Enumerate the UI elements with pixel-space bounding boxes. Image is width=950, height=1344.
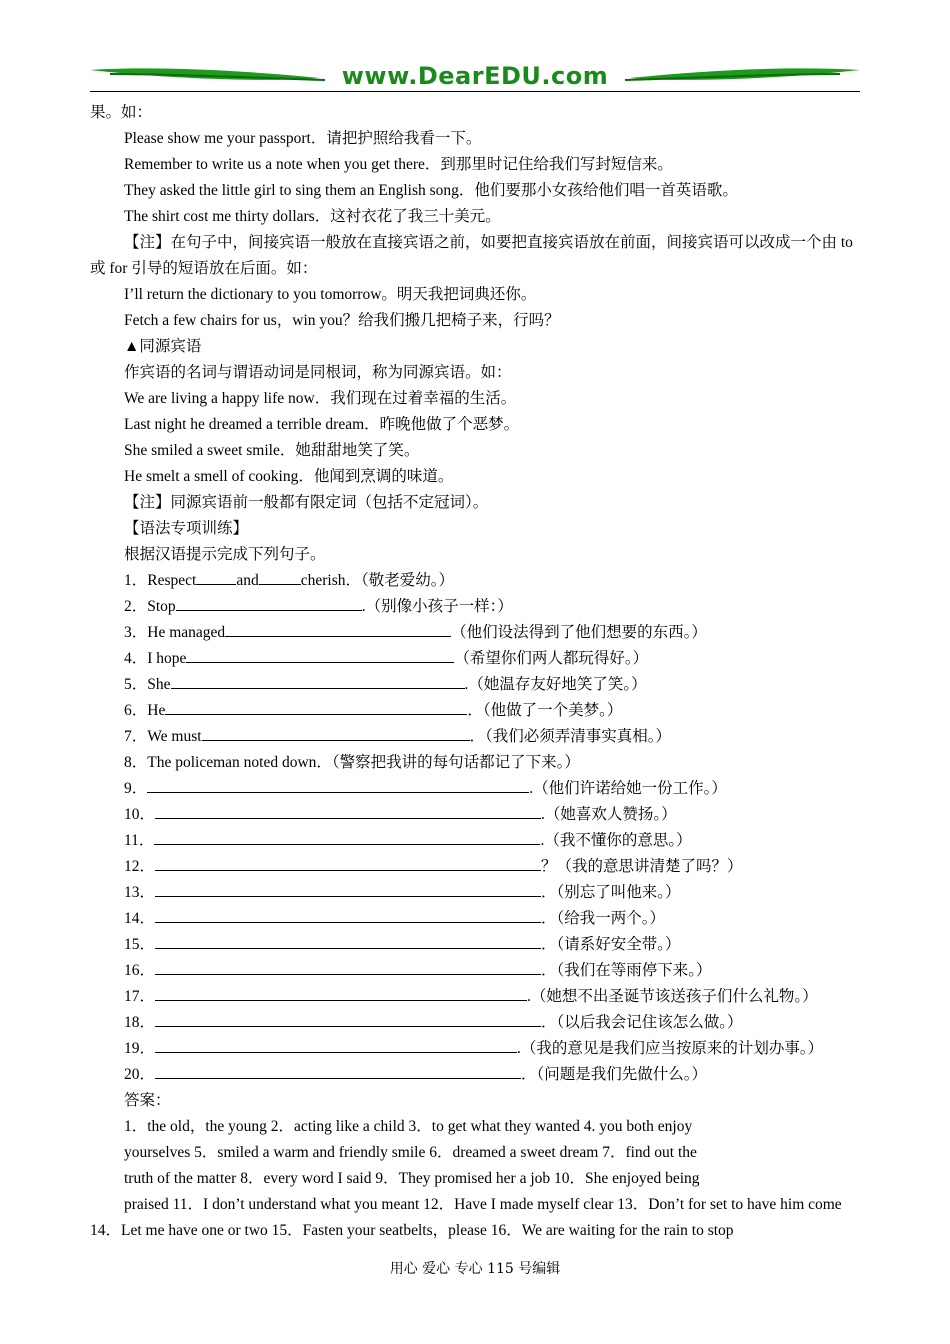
example-line: She smiled a sweet smile．她甜甜地笑了笑。 bbox=[124, 442, 420, 459]
exercise-instruction: 根据汉语提示完成下列句子。 bbox=[124, 546, 326, 563]
item-number: 20． bbox=[124, 1066, 156, 1083]
item-prefix: 6．He bbox=[124, 702, 166, 719]
answer-blank[interactable] bbox=[186, 646, 454, 663]
example-line: They asked the little girl to sing them an English song．他们要那小女孩给他们唱一首英语歌。 bbox=[124, 182, 738, 199]
page-footer: 用心 爱心 专心 115 号编辑 bbox=[389, 1261, 561, 1277]
exercise-item bbox=[90, 568, 865, 594]
exercise-item bbox=[90, 1010, 865, 1036]
answer-blank[interactable] bbox=[176, 594, 362, 611]
item-text: Respect bbox=[147, 572, 197, 589]
item-hint: ？（我的意思讲清楚了吗？） bbox=[541, 858, 743, 875]
note-paragraph: 【注】在句子中，间接宾语一般放在直接宾语之前，如要把直接宾语放在前面，间接宾语可以改成一个由 to 或 for 引导的短语放在后面。如： bbox=[90, 234, 853, 277]
item-hint: ．（请系好安全带。） bbox=[541, 936, 681, 953]
definition-line: 作宾语的名词与谓语动词是同根词，称为同源宾语。如： bbox=[124, 364, 512, 381]
section-heading: ▲同源宾语 bbox=[124, 338, 202, 355]
item-hint: （他们设法得到了他们想要的东西。） bbox=[451, 624, 707, 641]
answer-blank[interactable] bbox=[196, 568, 236, 585]
item-number: 10． bbox=[124, 806, 156, 823]
item-prefix: 5．She bbox=[124, 676, 171, 693]
intro-fragment: 果。如： bbox=[90, 104, 153, 121]
item-hint: ．（问题是我们先做什么。） bbox=[521, 1066, 708, 1083]
exercise-item bbox=[90, 698, 865, 724]
answer-blank[interactable] bbox=[259, 568, 301, 585]
exercise-item bbox=[90, 594, 865, 620]
header-divider bbox=[90, 91, 860, 92]
item-number: 19． bbox=[124, 1040, 156, 1057]
answers-title: 答案： bbox=[124, 1092, 171, 1109]
answer-blank[interactable] bbox=[155, 880, 541, 897]
item-prefix: 7．We must bbox=[124, 728, 202, 745]
example-line: Last night he dreamed a terrible dream．昨晚他做了个恶梦。 bbox=[124, 416, 520, 433]
exercise-item bbox=[90, 620, 865, 646]
example-line: The shirt cost me thirty dollars．这衬衣花了我三十美元。 bbox=[124, 208, 501, 225]
example-line: Please show me your passport．请把护照给我看一下。 bbox=[124, 130, 482, 147]
example-line: I’ll return the dictionary to you tomorrow。明天我把词典还你。 bbox=[124, 286, 537, 303]
exercise-item bbox=[90, 672, 865, 698]
answer-blank[interactable] bbox=[155, 958, 541, 975]
item-hint: （希望你们两人都玩得好。） bbox=[454, 650, 649, 667]
item-number: 9． bbox=[124, 780, 148, 797]
item-hint: .（她喜欢人赞扬。） bbox=[541, 806, 677, 823]
exercise-item bbox=[90, 724, 865, 750]
exercise-item bbox=[90, 906, 865, 932]
exercise-item bbox=[90, 646, 865, 672]
answer-blank[interactable] bbox=[147, 776, 529, 793]
answer-line: truth of the matter 8．every word I said 9．They promised her a job 10．She enjoyed being bbox=[124, 1170, 700, 1187]
answer-paragraph: praised 11．I don’t understand what you meant 12．Have I made myself clear 13．Don’t for set to have him come 14．Let me have one or two 15．Fasten your seatbelts，please 16．We are waiting for the rain to stop bbox=[90, 1196, 842, 1239]
exercise-item bbox=[90, 1036, 865, 1062]
note-line: 【注】同源宾语前一般都有限定词（包括不定冠词）。 bbox=[124, 494, 489, 511]
item-text: and bbox=[236, 572, 259, 589]
item-prefix: 3．He managed bbox=[124, 624, 226, 641]
answer-blank[interactable] bbox=[155, 906, 541, 923]
item-hint: ．（他做了一个美梦。） bbox=[467, 702, 623, 719]
item-text: cherish．（敬老爱幼。） bbox=[300, 572, 454, 589]
exercise-item bbox=[90, 958, 865, 984]
exercise-item bbox=[90, 880, 865, 906]
exercise-item bbox=[90, 776, 865, 802]
answer-blank[interactable] bbox=[155, 802, 541, 819]
item-hint: .（别像小孩子一样：） bbox=[361, 598, 513, 615]
item-hint: .（我的意见是我们应当按原来的计划办事。） bbox=[517, 1040, 824, 1057]
exercise-item bbox=[90, 802, 865, 828]
exercise-title: 【语法专项训练】 bbox=[124, 520, 249, 537]
item-prefix: 2．Stop bbox=[124, 598, 176, 615]
answer-blank[interactable] bbox=[155, 984, 527, 1001]
answer-blank[interactable] bbox=[171, 672, 465, 689]
answer-blank[interactable] bbox=[225, 620, 451, 637]
item-number: 14． bbox=[124, 910, 156, 927]
item-number: 12． bbox=[124, 858, 156, 875]
item-number: 18． bbox=[124, 1014, 156, 1031]
item-hint: .（我不懂你的意思。） bbox=[540, 832, 692, 849]
item-hint: ．（给我一两个。） bbox=[541, 910, 666, 927]
answer-blank[interactable] bbox=[155, 1062, 521, 1079]
item-number: 11． bbox=[124, 832, 155, 849]
example-line: Fetch a few chairs for us，win you？给我们搬几把椅子来，行吗？ bbox=[124, 312, 560, 329]
item-hint: ．（别忘了叫他来。） bbox=[541, 884, 681, 901]
item-hint: .（她想不出圣诞节该送孩子们什么礼物。） bbox=[527, 988, 818, 1005]
item-hint: .（他们许诺给她一份工作。） bbox=[529, 780, 727, 797]
answer-blank[interactable] bbox=[154, 828, 540, 845]
item-number: 1． bbox=[124, 572, 148, 589]
answer-blank[interactable] bbox=[202, 724, 470, 741]
answer-blank[interactable] bbox=[155, 1036, 517, 1053]
document-body bbox=[90, 100, 865, 1244]
item-number: 17． bbox=[124, 988, 156, 1005]
answer-line: yourselves 5．smiled a warm and friendly smile 6．dreamed a sweet dream 7．find out the bbox=[124, 1144, 697, 1161]
exercise-item bbox=[90, 984, 865, 1010]
answer-blank[interactable] bbox=[155, 1010, 541, 1027]
answer-blank[interactable] bbox=[155, 932, 541, 949]
item-number: 16． bbox=[124, 962, 156, 979]
item-number: 13． bbox=[124, 884, 156, 901]
exercise-item bbox=[90, 854, 865, 880]
item-number: 15． bbox=[124, 936, 156, 953]
exercise-item bbox=[90, 1062, 865, 1088]
answer-blank[interactable] bbox=[165, 698, 467, 715]
item-prefix: 4．I hope bbox=[124, 650, 187, 667]
answer-blank[interactable] bbox=[155, 854, 541, 871]
item-hint: ．（以后我会记住该怎么做。） bbox=[541, 1014, 743, 1031]
item-hint: ．（我们必须弄清事实真相。） bbox=[469, 728, 672, 745]
item-hint: .（她温存友好地笑了笑。） bbox=[464, 676, 647, 693]
exercise-item bbox=[90, 828, 865, 854]
example-line: Remember to write us a note when you get there．到那里时记住给我们写封短信来。 bbox=[124, 156, 673, 173]
item-hint: ．（我们在等雨停下来。） bbox=[541, 962, 712, 979]
answer-line: 1．the old，the young 2．acting like a child 3．to get what they wanted 4. you both enjoy bbox=[124, 1118, 693, 1135]
example-line: He smelt a smell of cooking．他闻到烹调的味道。 bbox=[124, 468, 454, 485]
exercise-item: 8．The policeman noted down．（警察把我讲的每句话都记了下来。） bbox=[124, 754, 580, 771]
site-logo-text[interactable]: www.DearEDU.com bbox=[341, 62, 609, 90]
exercise-item bbox=[90, 932, 865, 958]
example-line: We are living a happy life now．我们现在过着幸福的生活。 bbox=[124, 390, 517, 407]
